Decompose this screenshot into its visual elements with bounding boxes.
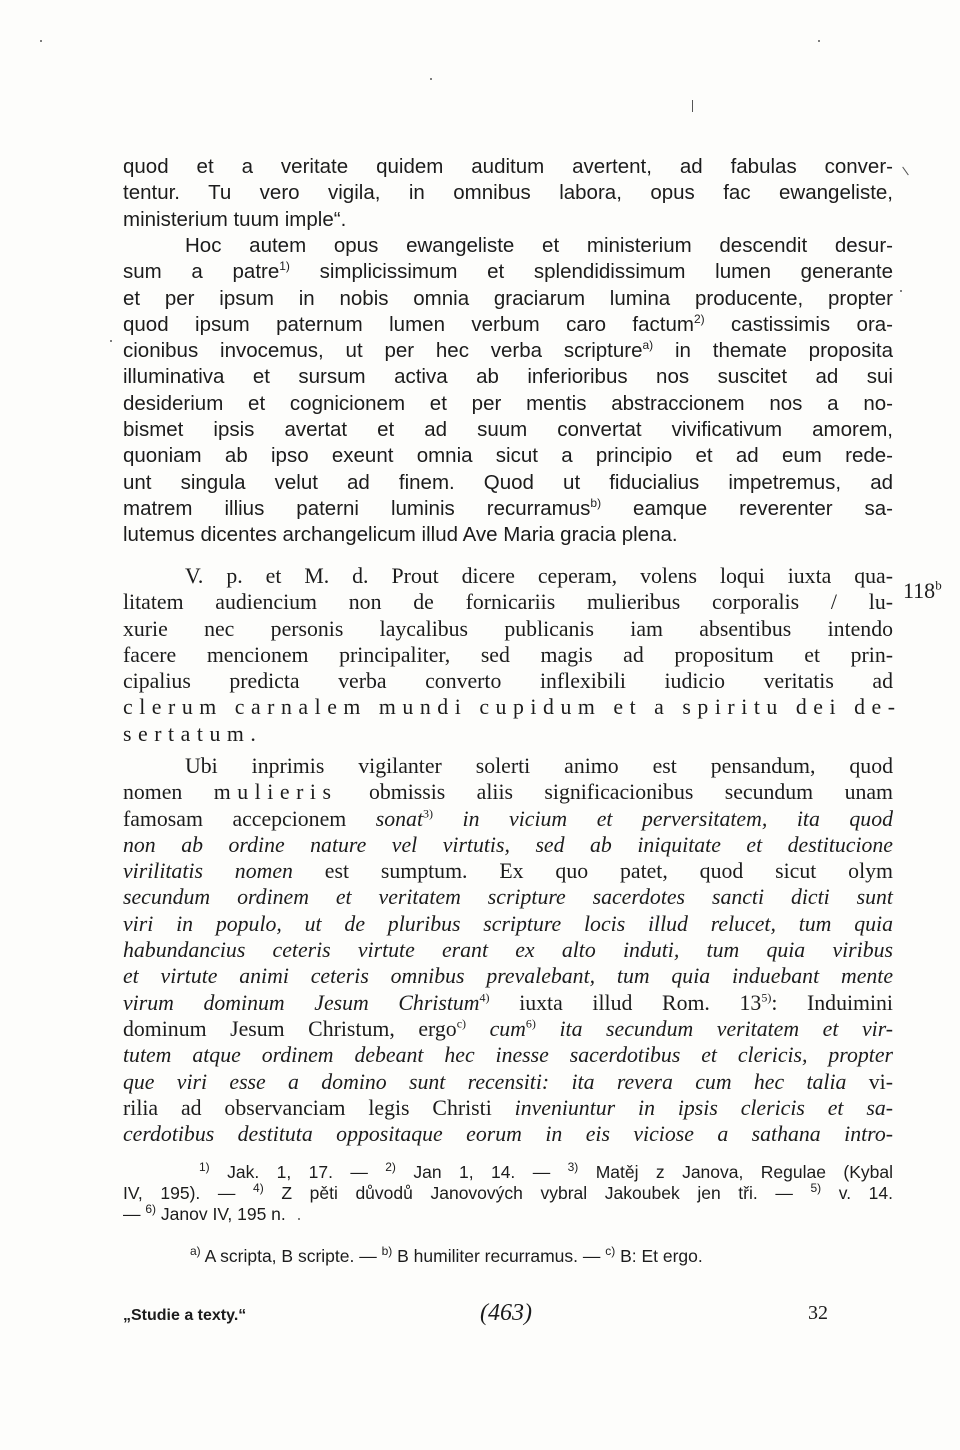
text-line: tentur. Tu vero vigila, in omnibus labora, opus fac ewangeliste, (123, 181, 893, 205)
scan-speck (40, 40, 42, 42)
text-line: quod et a veritate quidem auditum avertent, ad fabulas conver- (123, 155, 893, 178)
text-line: viri in populo, ut de pluribus scripture locis illud relucet, tum quia (123, 911, 893, 936)
text-line: illuminativa et sursum activa ab inferioribus nos suscitet ad sui (123, 365, 893, 389)
footnote-ref: b) (590, 496, 602, 511)
text-line: sum a patre$^{1)}$ simplicissimum et splendidissimum lumen generante (123, 259, 893, 284)
text-line: et per ipsum in nobis omnia graciarum lumina producente, propter (123, 286, 893, 310)
text-line: V. p. et M. d. Prout dicere ceperam, volens loqui iuxta qua- (185, 564, 893, 588)
footnote-ref: 4) (479, 990, 490, 1005)
footnote-ref: 3) (423, 806, 433, 821)
text-line: quoniam ab ipso exeunt omnia sicut a principio et ad eum rede- (123, 444, 893, 468)
paragraph-2 (123, 233, 893, 549)
text-line: et virtute animi ceteris omnibus prevalebant, tum quia induebant mente (123, 964, 893, 989)
text-line: facere mencionem principaliter, sed magis ad propositum et prin- (123, 642, 893, 667)
scan-speck (298, 1218, 300, 1220)
text-line: habundancius ceteris virtute erant ex alto induti, tum quia viribus (123, 938, 893, 963)
footnote-line: IV, 195). — $^{4)}$ Z pěti důvodů Janovových vybral Jakoubek jen tři. — $^{5)}$ v. 14. (123, 1181, 893, 1203)
text-line: xurie nec personis laycalibus publicanis iam absentibus intendo (123, 616, 893, 641)
text-line: secundum ordinem et veritatem scripture sacerdotes sancti dicti sunt (123, 885, 893, 910)
footnote-line: — $^{6)}$ Janov IV, 195 n. (123, 1202, 286, 1224)
text-line: que viri esse a domino sunt recensiti: ita revera cum hec talia vi- (123, 1069, 893, 1094)
text-line: lutemus dicentes archangelicum illud Ave Maria gracia plena. (123, 523, 678, 547)
footnote-line: $^{1)}$ Jak. 1, 17. — $^{2)}$ Jan 1, 14. — $^{3)}$ Matěj z Janova, Regulae (Kybal (199, 1160, 893, 1182)
text-line: famosam accepcionem sonat$^{3)}$ in vicium et perversitatem, ita quod (123, 806, 893, 831)
text-line: desiderium et cognicionem et per mentis abstraccionem nos a no- (123, 391, 893, 415)
text-line: Hoc autem opus ewangeliste et ministerium descendit desur- (185, 234, 893, 257)
footnote-ref: 6) (525, 1016, 536, 1031)
footnote-ref: 1) (279, 259, 290, 274)
footnotes-numeric (123, 1162, 893, 1225)
text-line: tutem atque ordinem debeant hec inesse sacerdotibus et clericis, propter (123, 1043, 893, 1068)
footnote-ref: a) (642, 338, 654, 353)
scan-speck (902, 167, 909, 176)
text-line: rilia ad observanciam legis Christi inveniuntur in ipsis clericis et sa- (123, 1095, 893, 1120)
scan-speck (110, 340, 112, 342)
text-line: matrem illius paterni luminis recurramus$^{b)}$ eamque reverenter sa- (123, 496, 894, 520)
text-line: cionibus invocemus, ut per hec verba scripture$^{a)}$ in themate proposita (123, 338, 893, 363)
footnote-ref: 2) (693, 312, 705, 327)
text-line: cipalius predicta verba converto inflexibili iudicio veritatis ad (123, 669, 893, 694)
series-title: „Studie a texty.“ (123, 1307, 247, 1324)
spaced-text-line: clerum carnalem mundi cupidum et a spiritu dei de- (123, 695, 902, 720)
text-line: quod ipsum paternum lumen verbum caro factum$^{2)}$ castissimis ora- (123, 312, 894, 336)
text-line: nomen mulieris obmissis aliis significacionibus secundum unam (123, 780, 893, 805)
text-line: non ab ordine nature vel virtutis, sed ab iniquitate et destitucione (123, 832, 893, 857)
paragraph-4 (123, 753, 893, 1147)
spaced-word: mulieris (213, 780, 338, 805)
text-line: Ubi inprimis vigilanter solerti animo est pensandum, quod (185, 754, 893, 778)
footnote-ref: 5) (761, 990, 772, 1005)
margin-folio-note: 118$^b$ (903, 577, 942, 603)
footnote-line: $^{a)}$ A scripta, B scripte. — $^{b)}$ B humiliter recurramus. — $^{c)}$ B: Et ergo. (190, 1244, 703, 1266)
spaced-text-line: sertatum. (123, 721, 263, 746)
paragraph-3 (123, 563, 902, 747)
text-line: litatem audiencium non de fornicariis mulieribus corporalis / lu- (123, 590, 893, 615)
paragraph-1 (123, 154, 893, 233)
text-line: virilitatis nomen est sumptum. Ex quo patet, quod sicut olym (123, 859, 893, 884)
text-line: virum dominum Jesum Christum$^{4)}$ iuxta illud Rom. 13$^{5)}$: Induimini (123, 990, 893, 1015)
scan-speck (430, 78, 432, 80)
text-line: ministerium tuum imple“. (123, 207, 347, 231)
signature-mark: 32 (808, 1302, 828, 1324)
footnote-ref: c) (456, 1016, 467, 1031)
text-line: dominum Jesum Christum, ergo$^{c)}$ cum$^{6)}$ ita secundum veritatem et vir- (123, 1016, 893, 1041)
scan-speck (692, 100, 693, 112)
text-line: bismet ipsis avertat et ad suum convertat vivificativum amorem, (123, 418, 893, 442)
text-line: cerdotibus destituta oppositaque eorum in eis viciose a sathana intro- (123, 1122, 893, 1147)
scan-speck (900, 290, 902, 292)
footnotes-apparatus (190, 1246, 890, 1267)
text-line: unt singula velut ad finem. Quod ut fiducialius impetremus, ad (123, 470, 893, 494)
page-number: (463) (480, 1300, 532, 1326)
scan-speck (818, 40, 820, 42)
